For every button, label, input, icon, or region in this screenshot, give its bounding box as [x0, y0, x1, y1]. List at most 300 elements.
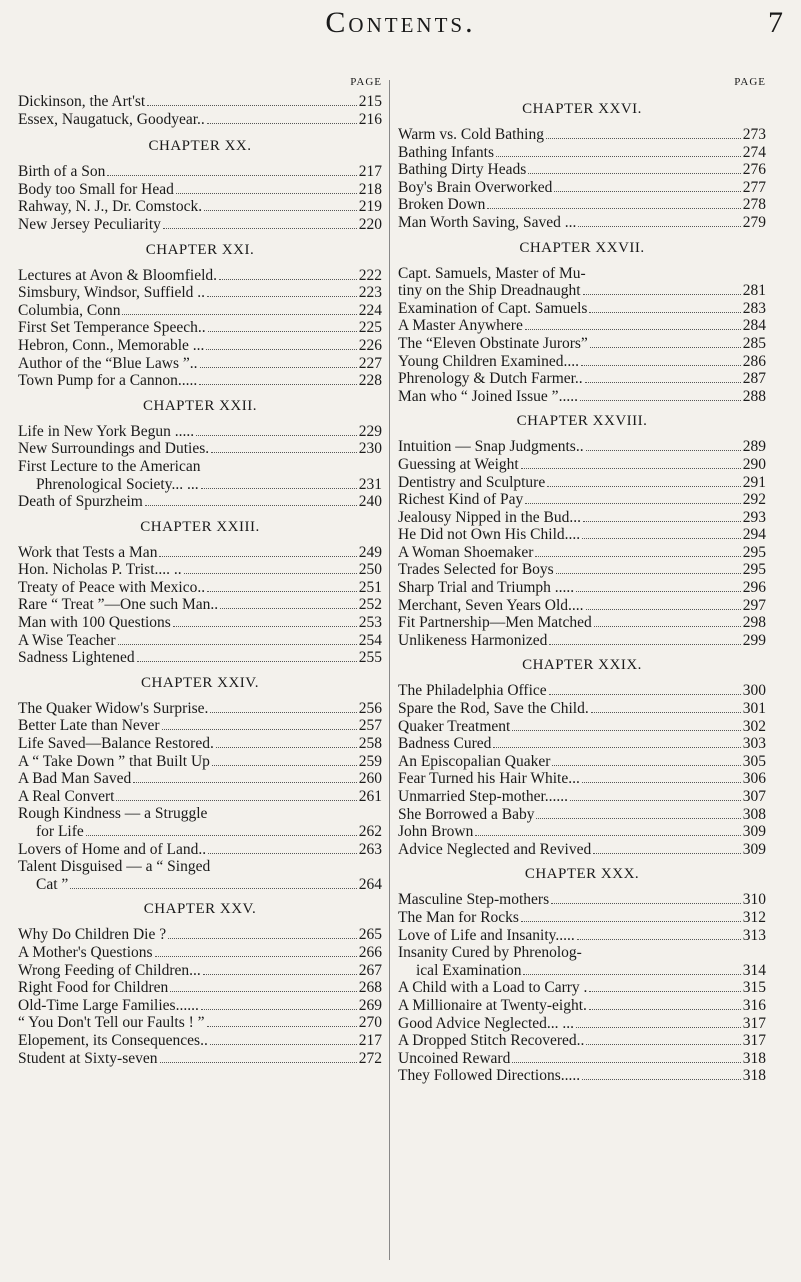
entry-page-number: 260 [358, 770, 382, 788]
dot-leader [207, 284, 357, 297]
dot-leader [590, 335, 741, 348]
dot-leader [580, 388, 741, 401]
toc-entry [18, 770, 382, 788]
entry-title: A Child with a Load to Carry . [398, 979, 588, 997]
toc-entry [398, 909, 766, 927]
entry-page-number: 295 [742, 543, 766, 561]
toc-entry [398, 456, 766, 474]
toc-entry [398, 317, 766, 335]
entry-page-number: 228 [358, 372, 382, 390]
entry-title: Death of Spurzheim [18, 493, 143, 511]
dot-leader [577, 927, 741, 940]
entry-title: The Philadelphia Office [398, 682, 547, 700]
entry-page-number: 266 [358, 943, 382, 961]
chapter-heading: CHAPTER XXIX. [522, 657, 642, 674]
entry-title: for Life [36, 823, 84, 840]
toc-entry [18, 476, 382, 494]
entry-page-number: 229 [358, 422, 382, 440]
entry-page-number: 318 [742, 1067, 766, 1085]
toc-entry [398, 944, 766, 962]
toc-entry [18, 372, 382, 390]
entry-page-number: 219 [358, 198, 382, 216]
toc-entry [18, 944, 382, 962]
entry-title: Rare “ Treat ”—One such Man.. [18, 596, 219, 614]
entry-page-number: 286 [742, 352, 766, 370]
toc-entry [18, 267, 382, 285]
toc-entry [18, 979, 382, 997]
entry-title: Sadness Lightened [18, 649, 135, 667]
entry-page-number: 284 [742, 317, 766, 335]
entry-page-number: 287 [742, 370, 766, 388]
entry-page-number: 224 [358, 301, 382, 319]
dot-leader [493, 735, 740, 748]
entry-title: Birth of a Son [18, 163, 106, 181]
toc-entry [18, 926, 382, 944]
running-head: Contents. [325, 6, 476, 39]
dot-leader [589, 997, 741, 1010]
entry-title: Unmarried Step-mother...... [398, 788, 569, 805]
dot-leader [554, 179, 740, 192]
dot-leader [549, 682, 741, 695]
entry-page-number: 298 [742, 614, 766, 632]
entry-page-number: 315 [742, 979, 766, 997]
entry-title: The Quaker Widow's Surprise. [18, 699, 209, 717]
entry-page-number: 225 [358, 319, 382, 337]
dot-leader [589, 979, 740, 992]
entry-title: Good Advice Neglected... ... [398, 1014, 575, 1032]
entry-title: Life Saved—Balance Restored. [18, 735, 214, 753]
entry-title: Bathing Infants [398, 143, 494, 161]
toc-entry [18, 997, 382, 1015]
entry-title: “ You Don't Tell our Faults ! ” [18, 1014, 205, 1032]
entry-page-number: 258 [358, 735, 382, 753]
toc-entry [398, 265, 766, 283]
toc-entry [18, 493, 382, 511]
entry-page-number: 308 [742, 805, 766, 823]
entry-page-number: 293 [742, 508, 766, 526]
entry-title: Fit Partnership—Men Matched [398, 614, 592, 632]
entry-title: A Dropped Stitch Recovered.. [398, 1032, 585, 1050]
entry-page-number: 290 [742, 455, 766, 473]
entry-title: Phrenology & Dutch Farmer.. [398, 370, 583, 388]
entry-title: Life in New York Begun ..... [18, 422, 195, 440]
toc-entry [398, 491, 766, 509]
entry-page-number: 257 [358, 717, 382, 735]
dot-leader [133, 770, 357, 783]
page-column-label: PAGE [734, 76, 766, 88]
chapter-section [18, 138, 382, 233]
entry-page-number: 253 [358, 614, 382, 632]
entry-page-number: 297 [742, 596, 766, 614]
toc-entry [398, 126, 766, 144]
entry-page-number: 313 [742, 926, 766, 944]
chapter-heading: CHAPTER XXIII. [140, 518, 260, 535]
entry-page-number: 273 [742, 126, 766, 143]
toc-entry [18, 717, 382, 735]
toc-entry [398, 891, 766, 909]
toc-entry [18, 700, 382, 718]
entry-page-number: 251 [358, 578, 382, 596]
chapter-entries [398, 265, 766, 406]
toc-entry [398, 214, 766, 232]
dot-leader [585, 370, 741, 383]
entry-title: A Real Convert [18, 787, 115, 805]
entry-title: Dickinson, the Art'st [18, 93, 146, 110]
chapter-heading: CHAPTER XX. [148, 138, 252, 155]
chapter-entries [398, 891, 766, 1085]
dot-leader [210, 700, 356, 713]
toc-entry [398, 282, 766, 300]
toc-entry [398, 1050, 766, 1068]
entry-title: Fear Turned his Hair White... [398, 770, 580, 788]
entry-title: Young Children Examined.... [398, 352, 579, 370]
entry-title: Why Do Children Die ? [18, 926, 167, 944]
dot-leader [162, 717, 357, 730]
entry-title: tiny on the Ship Dreadnaught [398, 282, 581, 300]
dot-leader [70, 876, 356, 889]
toc-entry [398, 806, 766, 824]
dot-leader [535, 544, 740, 557]
toc-entry [398, 682, 766, 700]
chapter-heading: CHAPTER XXII. [143, 397, 257, 414]
toc-entry [398, 1032, 766, 1050]
entry-page-number: 317 [742, 1014, 766, 1032]
toc-entry [398, 438, 766, 456]
entry-page-number: 299 [742, 631, 766, 649]
entry-title: Student at Sixty-seven [18, 1049, 158, 1067]
entry-title: Capt. Samuels, Master of Mu- [398, 264, 586, 282]
dot-leader [525, 317, 741, 330]
dot-leader [496, 144, 741, 157]
entry-page-number: 264 [358, 875, 382, 893]
entry-title: Body too Small for Head [18, 180, 174, 198]
entry-title: Lectures at Avon & Bloomfield. [18, 266, 218, 284]
column-divider [389, 80, 390, 1260]
entry-page-number: 249 [358, 543, 382, 561]
toc-entry [18, 841, 382, 859]
toc-entry [398, 196, 766, 214]
dot-leader [118, 632, 357, 645]
dot-leader [487, 196, 740, 209]
entry-title: Uncoined Reward [398, 1049, 511, 1067]
entry-page-number: 306 [742, 770, 766, 788]
toc-entry [398, 735, 766, 753]
toc-entry [398, 544, 766, 562]
dot-leader [582, 1067, 741, 1080]
entry-title: Man with 100 Questions [18, 614, 171, 632]
dot-leader [586, 597, 741, 610]
toc-entry [18, 614, 382, 632]
entry-title: A “ Take Down ” that Built Up [18, 752, 210, 770]
chapter-section [18, 242, 382, 390]
entry-page-number: 316 [742, 996, 766, 1014]
entry-page-number: 303 [742, 735, 766, 753]
entry-page-number: 269 [358, 996, 382, 1014]
entry-title: Bathing Dirty Heads [398, 161, 527, 179]
right-column [398, 76, 766, 1085]
entry-title: A Master Anywhere [398, 317, 523, 335]
entry-title: Elopement, its Consequences.. [18, 1031, 208, 1049]
entry-title: Man Worth Saving, Saved ... [398, 213, 577, 231]
entry-page-number: 259 [358, 752, 382, 770]
entry-page-number: 285 [742, 334, 766, 352]
entry-title: A Wise Teacher [18, 631, 116, 649]
entry-title: Spare the Rod, Save the Child. [398, 700, 589, 718]
chapter-entries [18, 700, 382, 894]
dot-leader [199, 372, 356, 385]
entry-title: Town Pump for a Cannon..... [18, 372, 198, 390]
entry-title: An Episcopalian Quaker [398, 752, 551, 770]
dot-leader [208, 319, 357, 332]
entry-title: Warm vs. Cold Bathing [398, 126, 544, 143]
dot-leader [576, 1015, 741, 1028]
entry-title: Talent Disguised — a “ Singed [18, 858, 211, 876]
toc-entry [18, 93, 382, 111]
dot-leader [160, 1050, 357, 1063]
chapter-heading: CHAPTER XXX. [524, 866, 640, 883]
entry-title: First Set Temperance Speech.. [18, 319, 206, 337]
dot-leader [208, 841, 357, 854]
entry-page-number: 278 [742, 196, 766, 214]
chapter-section [18, 519, 382, 667]
chapter-heading: CHAPTER XXIV. [141, 674, 259, 691]
entry-page-number: 317 [742, 1032, 766, 1050]
dot-leader [593, 841, 741, 854]
toc-entry [398, 718, 766, 736]
entry-page-number: 277 [742, 178, 766, 196]
entry-page-number: 230 [358, 440, 382, 458]
toc-entry [398, 161, 766, 179]
toc-entry [398, 597, 766, 615]
toc-entry [398, 353, 766, 371]
dot-leader [210, 1032, 357, 1045]
dot-leader [204, 198, 357, 211]
toc-entry [18, 216, 382, 234]
entry-title: A Woman Shoemaker [398, 543, 534, 561]
toc-entry [18, 163, 382, 181]
entry-title: Phrenological Society... ... [36, 475, 199, 493]
chapter-heading: CHAPTER XXV. [143, 901, 257, 918]
toc-entry [18, 1050, 382, 1068]
dot-leader [200, 355, 357, 368]
toc-entry [398, 526, 766, 544]
entry-title: Author of the “Blue Laws ”.. [18, 354, 198, 372]
entry-title: Richest Kind of Pay [398, 491, 524, 509]
dot-leader [581, 353, 741, 366]
toc-entry [398, 962, 766, 980]
entry-page-number: 250 [358, 561, 382, 579]
entry-title: Rahway, N. J., Dr. Comstock. [18, 198, 203, 216]
dot-leader [145, 493, 357, 506]
entry-page-number: 309 [742, 823, 766, 841]
page-column-label: PAGE [350, 76, 382, 88]
entry-page-number: 291 [742, 473, 766, 491]
toc-entry [18, 319, 382, 337]
entry-page-number: 281 [742, 282, 766, 300]
entry-page-number: 218 [358, 180, 382, 198]
dot-leader [196, 423, 357, 436]
toc-entry [398, 1015, 766, 1033]
dot-leader [122, 302, 356, 315]
dot-leader [586, 438, 741, 451]
entry-title: Dentistry and Sculpture [398, 473, 546, 491]
entry-page-number: 295 [742, 561, 766, 579]
toc-entry [18, 284, 382, 302]
toc-entry [18, 337, 382, 355]
toc-entry [18, 735, 382, 753]
dot-leader [549, 632, 740, 645]
toc-entry [398, 335, 766, 353]
entry-page-number: 279 [742, 213, 766, 231]
entry-title: Hebron, Conn., Memorable ... [18, 336, 205, 354]
toc-entry [18, 198, 382, 216]
dot-leader [207, 579, 357, 592]
toc-entry [398, 144, 766, 162]
entry-page-number: 301 [742, 700, 766, 718]
dot-leader [523, 962, 740, 975]
chapter-heading: CHAPTER XXVI. [522, 101, 642, 117]
dot-leader [207, 1014, 357, 1027]
entry-page-number: 307 [742, 788, 766, 805]
chapter-entries [18, 163, 382, 233]
toc-entry [18, 544, 382, 562]
entry-page-number: 223 [358, 284, 382, 302]
dot-leader [594, 614, 741, 627]
entry-title: He Did not Own His Child.... [398, 526, 581, 544]
entry-title: Quaker Treatment [398, 717, 511, 735]
dot-leader [173, 614, 357, 627]
entry-title: She Borrowed a Baby [398, 805, 535, 823]
entry-title: Sharp Trial and Triumph ..... [398, 579, 575, 597]
entry-title: Unlikeness Harmonized [398, 631, 548, 649]
dot-leader [536, 806, 740, 819]
chapter-section [18, 901, 382, 1067]
chapter-section [18, 398, 382, 511]
entry-title: Treaty of Peace with Mexico.. [18, 578, 206, 596]
entry-page-number: 292 [742, 491, 766, 509]
chapter-entries [398, 682, 766, 858]
toc-entry [398, 474, 766, 492]
entry-title: Essex, Naugatuck, Goodyear.. [18, 110, 205, 128]
chapter-section [398, 240, 766, 406]
entry-page-number: 294 [742, 526, 766, 544]
entry-title: Merchant, Seven Years Old.... [398, 596, 584, 614]
entry-title: Masculine Step-mothers [398, 891, 550, 909]
entry-page-number: 215 [358, 93, 382, 110]
toc-entry [398, 788, 766, 806]
dot-leader [137, 649, 357, 662]
dot-leader [107, 163, 356, 176]
dot-leader [552, 753, 740, 766]
toc-entry [398, 753, 766, 771]
dot-leader [216, 735, 357, 748]
entry-page-number: 220 [358, 215, 382, 233]
entry-page-number: 296 [742, 579, 766, 597]
entry-title: Old-Time Large Families...... [18, 996, 199, 1014]
entry-title: A Bad Man Saved [18, 770, 132, 788]
toc-entry [398, 700, 766, 718]
entry-title: John Brown [398, 823, 474, 841]
chapter-section [398, 101, 766, 232]
toc-entry [18, 423, 382, 441]
dot-leader [176, 181, 357, 194]
toc-entry [18, 355, 382, 373]
dot-leader [220, 596, 357, 609]
toc-entry [398, 927, 766, 945]
chapter-section [398, 866, 766, 1085]
toc-entry [18, 962, 382, 980]
toc-entry [18, 753, 382, 771]
toc-entry [18, 805, 382, 823]
toc-entry [398, 370, 766, 388]
toc-entry [18, 181, 382, 199]
dot-leader [521, 456, 741, 469]
entry-title: Insanity Cured by Phrenolog- [398, 944, 582, 962]
toc-entry [398, 979, 766, 997]
dot-leader [168, 926, 357, 939]
dot-leader [203, 962, 357, 975]
dot-leader [219, 267, 357, 280]
toc-entry [18, 111, 382, 129]
entry-page-number: 255 [358, 649, 382, 667]
entry-page-number: 305 [742, 752, 766, 770]
dot-leader [206, 337, 356, 350]
entry-page-number: 283 [742, 299, 766, 317]
entry-title: Simsbury, Windsor, Suffield .. [18, 284, 206, 302]
dot-leader [207, 111, 357, 124]
chapter-heading: CHAPTER XXVIII. [516, 413, 648, 430]
entry-title: Examination of Capt. Samuels [398, 299, 588, 317]
entry-page-number: 222 [358, 266, 382, 284]
toc-entry [18, 823, 382, 841]
entry-page-number: 216 [358, 110, 382, 128]
entry-title: Better Late than Never [18, 717, 160, 735]
toc-entry [18, 649, 382, 667]
entry-page-number: 288 [742, 387, 766, 405]
entry-page-number: 254 [358, 631, 382, 649]
toc-entry [398, 841, 766, 859]
entry-page-number: 274 [742, 143, 766, 161]
entry-page-number: 263 [358, 840, 382, 858]
entry-title: Love of Life and Insanity..... [398, 926, 575, 944]
toc-entry [398, 770, 766, 788]
entry-page-number: 289 [742, 438, 766, 456]
entry-title: New Surroundings and Duties. [18, 440, 210, 458]
toc-entry [18, 858, 382, 876]
toc-entry [18, 1032, 382, 1050]
dot-leader [212, 753, 357, 766]
entry-title: They Followed Directions..... [398, 1067, 581, 1085]
chapter-entries [18, 423, 382, 511]
toc-entry [398, 1067, 766, 1085]
dot-leader [86, 823, 357, 836]
page-number: 7 [768, 6, 783, 39]
dot-leader [582, 526, 741, 539]
dot-leader [583, 509, 741, 522]
dot-leader [586, 1032, 740, 1045]
dot-leader [583, 282, 741, 295]
entry-title: ical Examination [416, 961, 522, 979]
chapter-section [18, 675, 382, 894]
entry-title: Guessing at Weight [398, 455, 519, 473]
left-column [18, 76, 382, 1067]
dot-leader [525, 491, 740, 504]
entry-title: Man who “ Joined Issue ”..... [398, 387, 578, 405]
toc-entry [398, 300, 766, 318]
entry-title: A Millionaire at Twenty-eight. [398, 996, 587, 1014]
toc-entry [18, 440, 382, 458]
entry-title: Cat ” [36, 875, 69, 893]
